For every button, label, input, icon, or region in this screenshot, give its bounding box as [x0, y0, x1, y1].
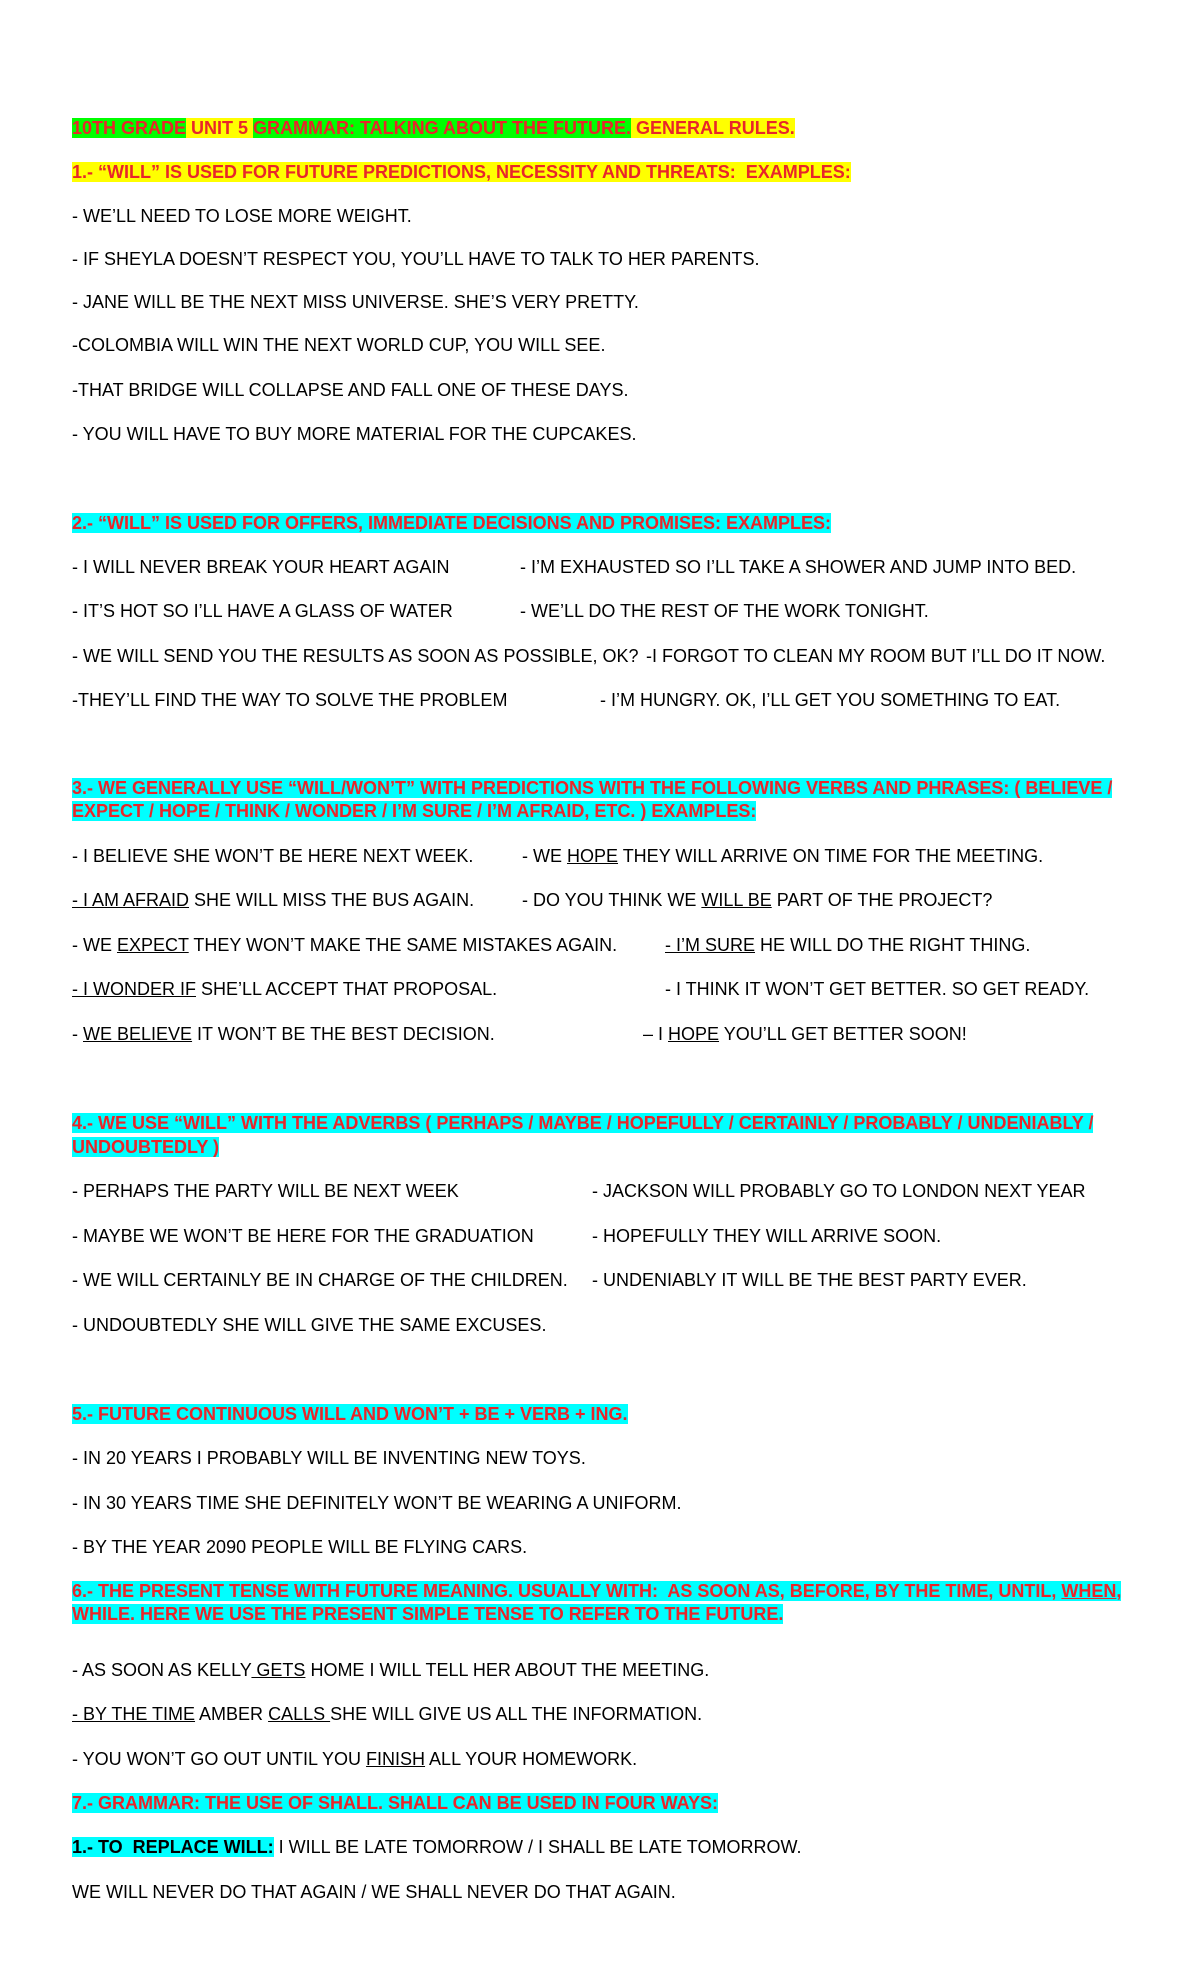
s7-subrule-1: 1.- TO REPLACE WILL: I WILL BE LATE TOMORROW / I SHALL BE LATE TOMORROW.	[72, 1837, 802, 1857]
s6-line-3: - YOU WON’T GO OUT UNTIL YOU FINISH ALL YOUR HOMEWORK.	[72, 1749, 638, 1769]
s5-line-2: - IN 30 YEARS TIME SHE DEFINITELY WON’T BE WEARING A UNIFORM.	[72, 1493, 682, 1513]
s1-line-2: - IF SHEYLA DOESN’T RESPECT YOU, YOU’LL HAVE TO TALK TO HER PARENTS.	[72, 249, 760, 269]
title-topic: GRAMMAR: TALKING ABOUT THE FUTURE.	[253, 118, 632, 138]
s4-row-2-right: - HOPEFULLY THEY WILL ARRIVE SOON.	[592, 1226, 942, 1246]
s6-line-1: - AS SOON AS KELLY GETS HOME I WILL TELL HER ABOUT THE MEETING.	[72, 1660, 710, 1680]
s5-line-1: - IN 20 YEARS I PROBABLY WILL BE INVENTING NEW TOYS.	[72, 1448, 586, 1468]
title-grade: 10TH GRADE	[72, 118, 187, 138]
s2-row-2-left: - IT’S HOT SO I’LL HAVE A GLASS OF WATER	[72, 601, 453, 621]
title-general-rules: GENERAL RULES.	[631, 118, 795, 138]
s4-row-1-left: - PERHAPS THE PARTY WILL BE NEXT WEEK	[72, 1181, 459, 1201]
section-6-heading-line-2: WHILE. HERE WE USE THE PRESENT SIMPLE TENSE TO REFER TO THE FUTURE.	[72, 1604, 784, 1624]
section-7-heading: 7.- GRAMMAR: THE USE OF SHALL. SHALL CAN BE USED IN FOUR WAYS:	[72, 1793, 719, 1813]
s6-line-2: - BY THE TIME AMBER CALLS SHE WILL GIVE US ALL THE INFORMATION.	[72, 1704, 703, 1724]
s3-row-4-right: - I THINK IT WON’T GET BETTER. SO GET READY.	[665, 979, 1090, 999]
s1-line-1: - WE’LL NEED TO LOSE MORE WEIGHT.	[72, 206, 412, 226]
section-5-heading: 5.- FUTURE CONTINUOUS WILL AND WON’T + BE + VERB + ING.	[72, 1404, 628, 1424]
s4-row-3-right: - UNDENIABLY IT WILL BE THE BEST PARTY EVER.	[592, 1270, 1027, 1290]
s2-row-2-right: - WE’LL DO THE REST OF THE WORK TONIGHT.	[520, 601, 929, 621]
section-3-heading-line-2: EXPECT / HOPE / THINK / WONDER / I’M SURE / I’M AFRAID, ETC. ) EXAMPLES:	[72, 801, 757, 821]
s4-row-4-left: - UNDOUBTEDLY SHE WILL GIVE THE SAME EXCUSES.	[72, 1315, 547, 1335]
section-4-heading-line-2: UNDOUBTEDLY )	[72, 1137, 220, 1157]
s3-row-1-right: - WE HOPE THEY WILL ARRIVE ON TIME FOR THE MEETING.	[522, 846, 1044, 866]
s7-line: WE WILL NEVER DO THAT AGAIN / WE SHALL NEVER DO THAT AGAIN.	[72, 1882, 676, 1902]
s1-line-4: -COLOMBIA WILL WIN THE NEXT WORLD CUP, YOU WILL SEE.	[72, 335, 606, 355]
s3-row-3-left: - WE EXPECT THEY WON’T MAKE THE SAME MISTAKES AGAIN.	[72, 935, 618, 955]
s1-line-6: - YOU WILL HAVE TO BUY MORE MATERIAL FOR THE CUPCAKES.	[72, 424, 637, 444]
s2-row-3-left: - WE WILL SEND YOU THE RESULTS AS SOON AS POSSIBLE, OK?	[72, 646, 639, 666]
s2-row-3-right: -I FORGOT TO CLEAN MY ROOM BUT I’LL DO IT NOW.	[646, 646, 1106, 666]
s3-row-3-right: - I’M SURE HE WILL DO THE RIGHT THING.	[665, 935, 1031, 955]
s2-row-4-right: - I’M HUNGRY. OK, I’LL GET YOU SOMETHING TO EAT.	[600, 690, 1061, 710]
section-3-heading-line-1: 3.- WE GENERALLY USE “WILL/WON’T” WITH PREDICTIONS WITH THE FOLLOWING VERBS AND PHRASES: ( BELIEVE /	[72, 778, 1113, 798]
s4-row-3-left: - WE WILL CERTAINLY BE IN CHARGE OF THE CHILDREN.	[72, 1270, 568, 1290]
s1-line-5: -THAT BRIDGE WILL COLLAPSE AND FALL ONE OF THESE DAYS.	[72, 380, 629, 400]
s3-row-4-left: - I WONDER IF SHE’LL ACCEPT THAT PROPOSAL.	[72, 979, 498, 999]
section-2-heading: 2.- “WILL” IS USED FOR OFFERS, IMMEDIATE DECISIONS AND PROMISES: EXAMPLES:	[72, 513, 832, 533]
section-4-heading-line-1: 4.- WE USE “WILL” WITH THE ADVERBS ( PERHAPS / MAYBE / HOPEFULLY / CERTAINLY / PROBABLY / UNDENIABLY /	[72, 1113, 1094, 1133]
s3-row-1-left: - I BELIEVE SHE WON’T BE HERE NEXT WEEK.	[72, 846, 474, 866]
s7-subrule-label: 1.- TO REPLACE WILL:	[72, 1837, 274, 1857]
s3-row-5-left: - WE BELIEVE IT WON’T BE THE BEST DECISION.	[72, 1024, 495, 1044]
title-unit: UNIT 5	[186, 118, 254, 138]
section-6-heading-line-1: 6.- THE PRESENT TENSE WITH FUTURE MEANING. USUALLY WITH: AS SOON AS, BEFORE, BY THE TIME, UNTIL, WHEN,	[72, 1581, 1122, 1601]
s1-line-3: - JANE WILL BE THE NEXT MISS UNIVERSE. SHE’S VERY PRETTY.	[72, 292, 639, 312]
s3-row-2-left: - I AM AFRAID SHE WILL MISS THE BUS AGAIN.	[72, 890, 475, 910]
s4-row-2-left: - MAYBE WE WON’T BE HERE FOR THE GRADUATION	[72, 1226, 534, 1246]
s5-line-3: - BY THE YEAR 2090 PEOPLE WILL BE FLYING CARS.	[72, 1537, 528, 1557]
s3-row-2-right: - DO YOU THINK WE WILL BE PART OF THE PROJECT?	[522, 890, 993, 910]
s3-row-5-right: – I HOPE YOU’LL GET BETTER SOON!	[643, 1024, 967, 1044]
s4-row-1-right: - JACKSON WILL PROBABLY GO TO LONDON NEXT YEAR	[592, 1181, 1086, 1201]
section-1-heading: 1.- “WILL” IS USED FOR FUTURE PREDICTIONS, NECESSITY AND THREATS: EXAMPLES:	[72, 162, 851, 182]
s2-row-4-left: -THEY’LL FIND THE WAY TO SOLVE THE PROBLEM	[72, 690, 508, 710]
s2-row-1-left: - I WILL NEVER BREAK YOUR HEART AGAIN	[72, 557, 450, 577]
document-title	[72, 117, 795, 139]
s2-row-1-right: - I’M EXHAUSTED SO I’LL TAKE A SHOWER AND JUMP INTO BED.	[520, 557, 1077, 577]
